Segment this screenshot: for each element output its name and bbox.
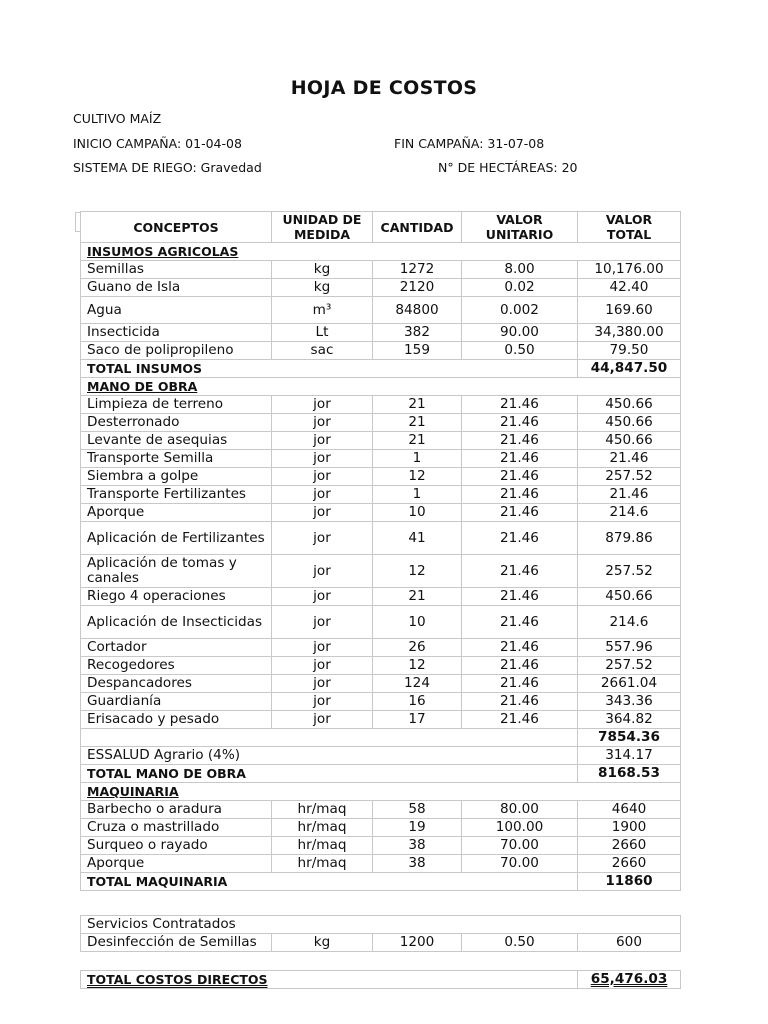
- unit-value-cell: 8.00: [462, 261, 578, 279]
- concept-cell: Despancadores: [81, 675, 272, 693]
- table-row: [81, 639, 681, 657]
- table-row: [81, 468, 681, 486]
- concept-cell: Transporte Fertilizantes: [81, 486, 272, 504]
- total-directos-table: [80, 970, 681, 989]
- table-row: [81, 504, 681, 522]
- inicio-campana: INICIO CAMPAÑA: 01-04-08: [73, 136, 242, 151]
- concept-cell: Saco de polipropileno: [81, 342, 272, 360]
- col-conceptos: CONCEPTOS: [81, 212, 272, 243]
- qty-cell: 21: [373, 588, 462, 606]
- total-directos-value: 65,476.03: [578, 971, 681, 989]
- qty-cell: 10: [373, 606, 462, 639]
- section-heading-row: [81, 378, 681, 396]
- sistema-riego: SISTEMA DE RIEGO: Gravedad: [73, 160, 262, 175]
- unit-value-cell: 70.00: [462, 855, 578, 873]
- qty-cell: 159: [373, 342, 462, 360]
- table-row: [81, 693, 681, 711]
- concept-cell: Cruza o mastrillado: [81, 819, 272, 837]
- concept-cell: Semillas: [81, 261, 272, 279]
- qty-cell: 58: [373, 801, 462, 819]
- servicios-table: [80, 915, 681, 952]
- unit-cell: jor: [272, 588, 373, 606]
- unit-value-cell: 21.46: [462, 693, 578, 711]
- servicios-heading: Servicios Contratados: [81, 916, 681, 934]
- total-cell: 2661.04: [578, 675, 681, 693]
- unit-cell: kg: [272, 261, 373, 279]
- total-directos-label: TOTAL COSTOS DIRECTOS: [81, 971, 578, 989]
- table-row: [81, 396, 681, 414]
- qty-cell: 1272: [373, 261, 462, 279]
- table-header-row: [81, 212, 681, 243]
- unit-value-cell: 21.46: [462, 522, 578, 555]
- total-cell: 450.66: [578, 588, 681, 606]
- table-row: [81, 555, 681, 588]
- blank-cell: [81, 729, 578, 747]
- unit-value-cell: 0.02: [462, 279, 578, 297]
- table-row: [81, 801, 681, 819]
- qty-cell: 21: [373, 396, 462, 414]
- total-cell: 169.60: [578, 297, 681, 324]
- unit-cell: jor: [272, 468, 373, 486]
- col-cantidad: CANTIDAD: [373, 212, 462, 243]
- total-cell: 364.82: [578, 711, 681, 729]
- total-cell: 879.86: [578, 522, 681, 555]
- total-cell: 34,380.00: [578, 324, 681, 342]
- unit-value-cell: 21.46: [462, 588, 578, 606]
- total-cell: 257.52: [578, 657, 681, 675]
- qty-cell: 16: [373, 693, 462, 711]
- unit-value-cell: 21.46: [462, 468, 578, 486]
- unit-cell: jor: [272, 450, 373, 468]
- unit-value-cell: 21.46: [462, 639, 578, 657]
- cost-table-body: [81, 243, 681, 891]
- total-label: TOTAL MANO DE OBRA: [81, 765, 578, 783]
- table-row: [81, 342, 681, 360]
- unit-value-cell: 21.46: [462, 396, 578, 414]
- unit-value-cell: 0.002: [462, 297, 578, 324]
- subtotal-value: 7854.36: [578, 729, 681, 747]
- qty-cell: 10: [373, 504, 462, 522]
- total-cell: 214.6: [578, 606, 681, 639]
- unit-cell: kg: [272, 934, 373, 952]
- unit-cell: jor: [272, 711, 373, 729]
- total-label: TOTAL INSUMOS: [81, 360, 578, 378]
- total-cell: 2660: [578, 837, 681, 855]
- concept-cell: Desterronado: [81, 414, 272, 432]
- concept-cell: Aplicación de Fertilizantes: [81, 522, 272, 555]
- total-cell: 21.46: [578, 450, 681, 468]
- table-row: [81, 657, 681, 675]
- qty-cell: 382: [373, 324, 462, 342]
- concept-cell: Agua: [81, 297, 272, 324]
- total-cell: 257.52: [578, 468, 681, 486]
- qty-cell: 38: [373, 855, 462, 873]
- total-value: 11860: [578, 873, 681, 891]
- qty-cell: 19: [373, 819, 462, 837]
- servicios-heading-row: [81, 916, 681, 934]
- col-unidad: UNIDAD DE MEDIDA: [272, 212, 373, 243]
- unit-cell: jor: [272, 693, 373, 711]
- table-row: [81, 522, 681, 555]
- concept-cell: Aporque: [81, 504, 272, 522]
- unit-value-cell: 21.46: [462, 450, 578, 468]
- total-cell: 257.52: [578, 555, 681, 588]
- total-cell: 2660: [578, 855, 681, 873]
- qty-cell: 21: [373, 414, 462, 432]
- concept-cell: Guano de Isla: [81, 279, 272, 297]
- unit-cell: jor: [272, 639, 373, 657]
- concept-cell: Barbecho o aradura: [81, 801, 272, 819]
- unit-cell: jor: [272, 606, 373, 639]
- page-title: HOJA DE COSTOS: [290, 77, 478, 99]
- unit-cell: hr/maq: [272, 855, 373, 873]
- numero-hectareas: N° DE HECTÁREAS: 20: [438, 160, 578, 175]
- table-row: [81, 261, 681, 279]
- unit-value-cell: 21.46: [462, 657, 578, 675]
- total-mano-obra-row: [81, 765, 681, 783]
- table-row: [81, 450, 681, 468]
- total-cell: 10,176.00: [578, 261, 681, 279]
- unit-value-cell: 21.46: [462, 486, 578, 504]
- concept-cell: Aplicación de tomas y canales: [81, 555, 272, 588]
- essalud-row: [81, 747, 681, 765]
- concept-cell: Erisacado y pesado: [81, 711, 272, 729]
- concept-cell: Cortador: [81, 639, 272, 657]
- fin-campana: FIN CAMPAÑA: 31-07-08: [394, 136, 545, 151]
- table-row: [81, 606, 681, 639]
- table-row: [81, 324, 681, 342]
- concept-cell: Insecticida: [81, 324, 272, 342]
- total-cell: 450.66: [578, 396, 681, 414]
- total-cell: 79.50: [578, 342, 681, 360]
- total-value: 44,847.50: [578, 360, 681, 378]
- qty-cell: 12: [373, 468, 462, 486]
- unit-cell: jor: [272, 657, 373, 675]
- qty-cell: 2120: [373, 279, 462, 297]
- unit-value-cell: 21.46: [462, 606, 578, 639]
- total-cell: 557.96: [578, 639, 681, 657]
- qty-cell: 124: [373, 675, 462, 693]
- total-cell: 214.6: [578, 504, 681, 522]
- table-row: [81, 837, 681, 855]
- total-maquinaria-row: [81, 873, 681, 891]
- unit-cell: jor: [272, 414, 373, 432]
- total-directos-row: [81, 971, 681, 989]
- unit-cell: jor: [272, 504, 373, 522]
- concept-cell: Transporte Semilla: [81, 450, 272, 468]
- qty-cell: 1200: [373, 934, 462, 952]
- table-row: [81, 711, 681, 729]
- unit-value-cell: 80.00: [462, 801, 578, 819]
- concept-cell: Riego 4 operaciones: [81, 588, 272, 606]
- qty-cell: 12: [373, 555, 462, 588]
- col-valor-unitario: VALOR UNITARIO: [462, 212, 578, 243]
- total-label: TOTAL MAQUINARIA: [81, 873, 578, 891]
- unit-cell: hr/maq: [272, 801, 373, 819]
- concept-cell: Surqueo o rayado: [81, 837, 272, 855]
- cost-table: [80, 211, 681, 891]
- total-value: 8168.53: [578, 765, 681, 783]
- total-cell: 21.46: [578, 486, 681, 504]
- concept-cell: Levante de asequias: [81, 432, 272, 450]
- unit-value-cell: 21.46: [462, 711, 578, 729]
- table-row: [81, 855, 681, 873]
- unit-value-cell: 21.46: [462, 504, 578, 522]
- essalud-label: ESSALUD Agrario (4%): [81, 747, 578, 765]
- total-cell: 42.40: [578, 279, 681, 297]
- total-cell: 450.66: [578, 414, 681, 432]
- table-row: [81, 934, 681, 952]
- total-cell: 600: [578, 934, 681, 952]
- unit-value-cell: 0.50: [462, 342, 578, 360]
- total-cell: 4640: [578, 801, 681, 819]
- table-row: [81, 297, 681, 324]
- col-valor-total: VALOR TOTAL: [578, 212, 681, 243]
- unit-value-cell: 70.00: [462, 837, 578, 855]
- concept-cell: Aporque: [81, 855, 272, 873]
- concept-cell: Limpieza de terreno: [81, 396, 272, 414]
- qty-cell: 84800: [373, 297, 462, 324]
- unit-value-cell: 21.46: [462, 675, 578, 693]
- table-row: [81, 486, 681, 504]
- concept-cell: Guardianía: [81, 693, 272, 711]
- unit-cell: m³: [272, 297, 373, 324]
- unit-cell: kg: [272, 279, 373, 297]
- qty-cell: 1: [373, 486, 462, 504]
- concept-cell: Siembra a golpe: [81, 468, 272, 486]
- section-heading: MANO DE OBRA: [81, 378, 681, 396]
- qty-cell: 21: [373, 432, 462, 450]
- qty-cell: 26: [373, 639, 462, 657]
- table-row: [81, 588, 681, 606]
- concept-cell: Aplicación de Insecticidas: [81, 606, 272, 639]
- table-row: [81, 819, 681, 837]
- unit-cell: hr/maq: [272, 837, 373, 855]
- unit-cell: jor: [272, 432, 373, 450]
- section-heading-row: [81, 243, 681, 261]
- cultivo-label: CULTIVO MAÍZ: [73, 111, 162, 126]
- unit-cell: hr/maq: [272, 819, 373, 837]
- section-heading: MAQUINARIA: [81, 783, 681, 801]
- unit-value-cell: 21.46: [462, 414, 578, 432]
- total-insumos-row: [81, 360, 681, 378]
- unit-value-cell: 0.50: [462, 934, 578, 952]
- concept-cell: Recogedores: [81, 657, 272, 675]
- section-heading-row: [81, 783, 681, 801]
- qty-cell: 12: [373, 657, 462, 675]
- qty-cell: 38: [373, 837, 462, 855]
- qty-cell: 1: [373, 450, 462, 468]
- qty-cell: 41: [373, 522, 462, 555]
- table-row: [81, 279, 681, 297]
- unit-value-cell: 21.46: [462, 555, 578, 588]
- subtotal-row: [81, 729, 681, 747]
- table-row: [81, 414, 681, 432]
- unit-value-cell: 21.46: [462, 432, 578, 450]
- unit-cell: jor: [272, 555, 373, 588]
- unit-cell: sac: [272, 342, 373, 360]
- table-row: [81, 432, 681, 450]
- qty-cell: 17: [373, 711, 462, 729]
- unit-value-cell: 100.00: [462, 819, 578, 837]
- table-row: [81, 675, 681, 693]
- unit-cell: jor: [272, 396, 373, 414]
- unit-value-cell: 90.00: [462, 324, 578, 342]
- essalud-value: 314.17: [578, 747, 681, 765]
- unit-cell: jor: [272, 522, 373, 555]
- section-heading: INSUMOS AGRICOLAS: [81, 243, 681, 261]
- unit-cell: jor: [272, 486, 373, 504]
- total-cell: 343.36: [578, 693, 681, 711]
- unit-cell: jor: [272, 675, 373, 693]
- total-cell: 450.66: [578, 432, 681, 450]
- unit-cell: Lt: [272, 324, 373, 342]
- concept-cell: Desinfección de Semillas: [81, 934, 272, 952]
- total-cell: 1900: [578, 819, 681, 837]
